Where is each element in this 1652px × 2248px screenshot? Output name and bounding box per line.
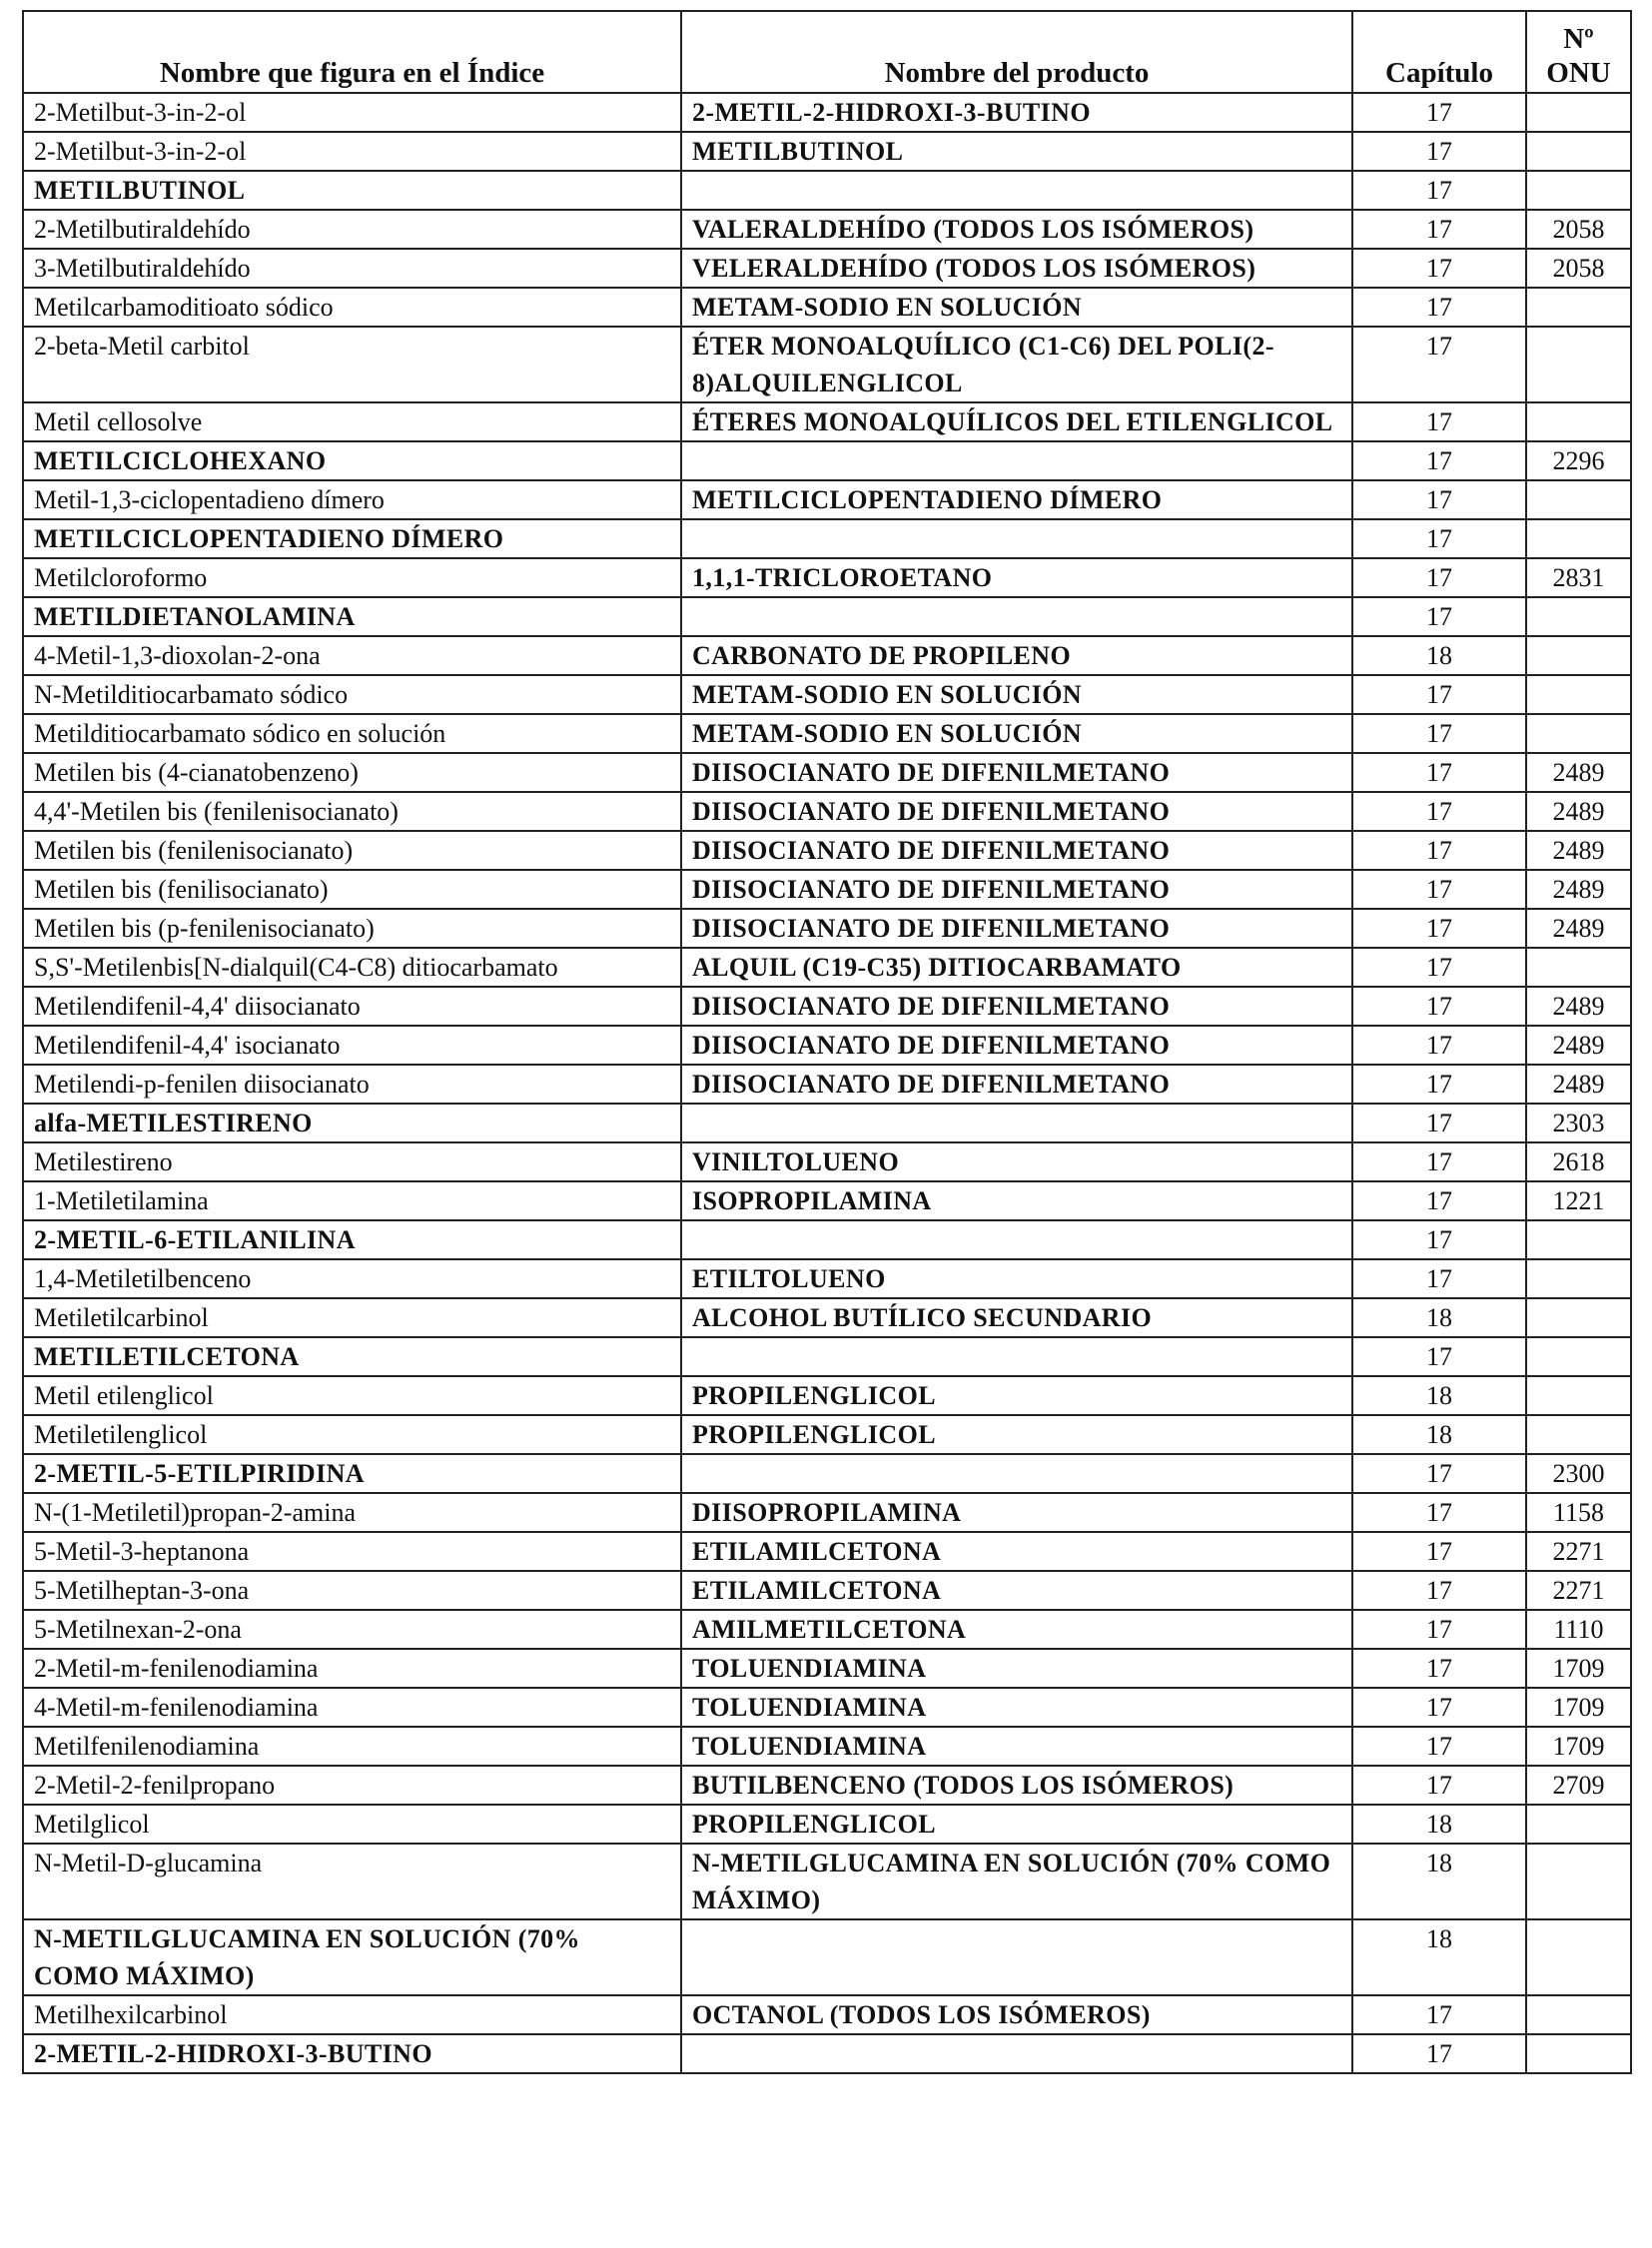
table-row bbox=[23, 1919, 1631, 1995]
index-name-cell: 2-METIL-5-ETILPIRIDINA bbox=[23, 1454, 681, 1493]
un-number-cell bbox=[1526, 1415, 1631, 1454]
chapter-cell: 17 bbox=[1352, 132, 1526, 171]
index-name-cell: N-Metil-D-glucamina bbox=[23, 1844, 681, 1919]
index-name-cell: 2-METIL-6-ETILANILINA bbox=[23, 1220, 681, 1259]
table-row bbox=[23, 1688, 1631, 1727]
product-name-cell bbox=[681, 441, 1352, 480]
chapter-cell: 17 bbox=[1352, 597, 1526, 636]
product-name-cell: TOLUENDIAMINA bbox=[681, 1688, 1352, 1727]
table-row bbox=[23, 1454, 1631, 1493]
table-row bbox=[23, 1493, 1631, 1532]
index-name-cell: N-METILGLUCAMINA EN SOLUCIÓN (70% COMO MÁXIMO) bbox=[23, 1919, 681, 1995]
un-number-cell bbox=[1526, 948, 1631, 987]
un-number-cell bbox=[1526, 1995, 1631, 2034]
un-number-cell: 2489 bbox=[1526, 1026, 1631, 1065]
index-name-cell: Metilglicol bbox=[23, 1805, 681, 1844]
un-number-cell bbox=[1526, 1220, 1631, 1259]
product-name-cell: ALQUIL (C19-C35) DITIOCARBAMATO bbox=[681, 948, 1352, 987]
chapter-cell: 18 bbox=[1352, 1844, 1526, 1919]
index-name-cell: 4,4'-Metilen bis (fenilenisocianato) bbox=[23, 792, 681, 831]
un-number-cell: 1158 bbox=[1526, 1493, 1631, 1532]
table-header bbox=[23, 11, 1631, 93]
chapter-cell: 17 bbox=[1352, 1026, 1526, 1065]
un-number-cell bbox=[1526, 675, 1631, 714]
table-row bbox=[23, 792, 1631, 831]
product-name-cell: PROPILENGLICOL bbox=[681, 1415, 1352, 1454]
index-name-cell: Metilfenilenodiamina bbox=[23, 1727, 681, 1766]
product-name-cell bbox=[681, 171, 1352, 210]
table-body bbox=[23, 93, 1631, 2073]
index-name-header bbox=[23, 11, 681, 93]
index-name-cell: METILBUTINOL bbox=[23, 171, 681, 210]
index-name-cell: 2-Metil-2-fenilpropano bbox=[23, 1766, 681, 1805]
chapter-cell: 17 bbox=[1352, 288, 1526, 327]
index-name-cell: Metil etilenglicol bbox=[23, 1376, 681, 1415]
chapter-cell: 18 bbox=[1352, 1919, 1526, 1995]
un-number-cell bbox=[1526, 1844, 1631, 1919]
table-row bbox=[23, 1805, 1631, 1844]
chapter-cell: 17 bbox=[1352, 1493, 1526, 1532]
un-number-cell: 2709 bbox=[1526, 1766, 1631, 1805]
product-name-cell: OCTANOL (TODOS LOS ISÓMEROS) bbox=[681, 1995, 1352, 2034]
index-name-cell: Metil cellosolve bbox=[23, 402, 681, 441]
index-name-cell: alfa-METILESTIRENO bbox=[23, 1104, 681, 1142]
product-name-cell bbox=[681, 519, 1352, 558]
index-name-cell: 2-Metil-m-fenilenodiamina bbox=[23, 1649, 681, 1688]
un-number-cell: 2300 bbox=[1526, 1454, 1631, 1493]
table-row bbox=[23, 288, 1631, 327]
chapter-cell: 17 bbox=[1352, 1337, 1526, 1376]
chapter-cell: 17 bbox=[1352, 909, 1526, 948]
product-name-cell: TOLUENDIAMINA bbox=[681, 1727, 1352, 1766]
chapter-cell: 17 bbox=[1352, 948, 1526, 987]
index-name-cell: 5-Metilheptan-3-ona bbox=[23, 1571, 681, 1610]
index-name-cell: N-(1-Metiletil)propan-2-amina bbox=[23, 1493, 681, 1532]
un-number-cell bbox=[1526, 1337, 1631, 1376]
table-row bbox=[23, 519, 1631, 558]
product-name-cell: ETILTOLUENO bbox=[681, 1259, 1352, 1298]
table-row bbox=[23, 1142, 1631, 1181]
index-name-cell: Metilcarbamoditioato sódico bbox=[23, 288, 681, 327]
product-name-header-label: Nombre del producto bbox=[884, 57, 1150, 89]
product-name-cell: METILCICLOPENTADIENO DÍMERO bbox=[681, 480, 1352, 519]
product-name-header bbox=[681, 11, 1352, 93]
index-name-cell: S,S'-Metilenbis[N-dialquil(C4-C8) ditiocarbamato bbox=[23, 948, 681, 987]
table-row bbox=[23, 1844, 1631, 1919]
un-number-cell: 1110 bbox=[1526, 1610, 1631, 1649]
index-name-cell: 1,4-Metiletilbenceno bbox=[23, 1259, 681, 1298]
un-number-cell bbox=[1526, 93, 1631, 132]
chapter-cell: 17 bbox=[1352, 1454, 1526, 1493]
chapter-cell: 17 bbox=[1352, 249, 1526, 288]
product-name-cell: DIISOCIANATO DE DIFENILMETANO bbox=[681, 909, 1352, 948]
index-name-cell: 4-Metil-m-fenilenodiamina bbox=[23, 1688, 681, 1727]
un-number-cell bbox=[1526, 1259, 1631, 1298]
un-number-cell bbox=[1526, 2034, 1631, 2073]
product-name-cell bbox=[681, 1919, 1352, 1995]
chapter-cell: 17 bbox=[1352, 1532, 1526, 1571]
chapter-cell: 17 bbox=[1352, 1142, 1526, 1181]
chapter-cell: 18 bbox=[1352, 1298, 1526, 1337]
un-number-cell bbox=[1526, 714, 1631, 753]
index-name-cell: 2-METIL-2-HIDROXI-3-BUTINO bbox=[23, 2034, 681, 2073]
product-name-cell: METAM-SODIO EN SOLUCIÓN bbox=[681, 675, 1352, 714]
un-number-cell: 2489 bbox=[1526, 831, 1631, 870]
product-name-cell: ÉTERES MONOALQUÍLICOS DEL ETILENGLICOL bbox=[681, 402, 1352, 441]
table-row bbox=[23, 831, 1631, 870]
chapter-cell: 17 bbox=[1352, 1995, 1526, 2034]
index-name-cell: Metiletilenglicol bbox=[23, 1415, 681, 1454]
table-row bbox=[23, 1259, 1631, 1298]
un-number-cell: 2271 bbox=[1526, 1532, 1631, 1571]
table-row bbox=[23, 714, 1631, 753]
table-row bbox=[23, 2034, 1631, 2073]
table-row bbox=[23, 1727, 1631, 1766]
chapter-cell: 17 bbox=[1352, 1104, 1526, 1142]
product-name-cell: VALERALDEHÍDO (TODOS LOS ISÓMEROS) bbox=[681, 210, 1352, 249]
table-row bbox=[23, 441, 1631, 480]
un-number-cell bbox=[1526, 1298, 1631, 1337]
index-name-cell: Metilditiocarbamato sódico en solución bbox=[23, 714, 681, 753]
un-number-cell bbox=[1526, 480, 1631, 519]
substance-index-sheet bbox=[22, 10, 1630, 2074]
table-row bbox=[23, 675, 1631, 714]
chapter-cell: 17 bbox=[1352, 558, 1526, 597]
chapter-cell: 17 bbox=[1352, 2034, 1526, 2073]
un-number-cell: 2489 bbox=[1526, 1065, 1631, 1104]
chapter-header-label: Capítulo bbox=[1385, 57, 1493, 89]
table-row bbox=[23, 1220, 1631, 1259]
product-name-cell: METAM-SODIO EN SOLUCIÓN bbox=[681, 714, 1352, 753]
index-name-cell: 2-Metilbutiraldehído bbox=[23, 210, 681, 249]
table-row bbox=[23, 93, 1631, 132]
un-number-cell: 2058 bbox=[1526, 249, 1631, 288]
index-name-cell: 1-Metiletilamina bbox=[23, 1181, 681, 1220]
index-name-cell: 3-Metilbutiraldehído bbox=[23, 249, 681, 288]
table-row bbox=[23, 1610, 1631, 1649]
index-name-cell: 2-Metilbut-3-in-2-ol bbox=[23, 93, 681, 132]
index-name-cell: N-Metilditiocarbamato sódico bbox=[23, 675, 681, 714]
chapter-cell: 17 bbox=[1352, 870, 1526, 909]
index-name-cell: Metilen bis (4-cianatobenzeno) bbox=[23, 753, 681, 792]
product-name-cell: VELERALDEHÍDO (TODOS LOS ISÓMEROS) bbox=[681, 249, 1352, 288]
chapter-cell: 17 bbox=[1352, 831, 1526, 870]
product-name-cell: VINILTOLUENO bbox=[681, 1142, 1352, 1181]
un-number-cell bbox=[1526, 519, 1631, 558]
product-name-cell: DIISOCIANATO DE DIFENILMETANO bbox=[681, 870, 1352, 909]
chapter-cell: 17 bbox=[1352, 792, 1526, 831]
index-name-header-label: Nombre que figura en el Índice bbox=[159, 57, 545, 89]
index-name-cell: METILCICLOPENTADIENO DÍMERO bbox=[23, 519, 681, 558]
index-name-cell: Metilen bis (fenilisocianato) bbox=[23, 870, 681, 909]
product-name-cell: ÉTER MONOALQUÍLICO (C1-C6) DEL POLI(2-8)ALQUILENGLICOL bbox=[681, 327, 1352, 402]
un-number-cell: 2296 bbox=[1526, 441, 1631, 480]
product-name-cell bbox=[681, 1337, 1352, 1376]
product-name-cell: DIISOCIANATO DE DIFENILMETANO bbox=[681, 831, 1352, 870]
product-name-cell: DIISOPROPILAMINA bbox=[681, 1493, 1352, 1532]
chapter-cell: 17 bbox=[1352, 1220, 1526, 1259]
index-name-cell: Metilendi-p-fenilen diisocianato bbox=[23, 1065, 681, 1104]
table-row bbox=[23, 1376, 1631, 1415]
index-name-cell: 5-Metilnexan-2-ona bbox=[23, 1610, 681, 1649]
index-name-cell: Metilestireno bbox=[23, 1142, 681, 1181]
index-name-cell: Metilhexilcarbinol bbox=[23, 1995, 681, 2034]
product-name-cell: ETILAMILCETONA bbox=[681, 1532, 1352, 1571]
table-row bbox=[23, 1298, 1631, 1337]
index-name-cell: 2-Metilbut-3-in-2-ol bbox=[23, 132, 681, 171]
table-row bbox=[23, 1571, 1631, 1610]
index-name-cell: METILCICLOHEXANO bbox=[23, 441, 681, 480]
table-row bbox=[23, 327, 1631, 402]
chapter-cell: 18 bbox=[1352, 1376, 1526, 1415]
product-name-cell: PROPILENGLICOL bbox=[681, 1805, 1352, 1844]
table-row bbox=[23, 1532, 1631, 1571]
chapter-cell: 17 bbox=[1352, 1181, 1526, 1220]
product-name-cell: DIISOCIANATO DE DIFENILMETANO bbox=[681, 1026, 1352, 1065]
un-number-cell: 2831 bbox=[1526, 558, 1631, 597]
un-number-header bbox=[1526, 11, 1631, 93]
index-name-cell: Metilendifenil-4,4' diisocianato bbox=[23, 987, 681, 1026]
chapter-cell: 17 bbox=[1352, 1727, 1526, 1766]
chapter-cell: 17 bbox=[1352, 714, 1526, 753]
chapter-header bbox=[1352, 11, 1526, 93]
table-row bbox=[23, 870, 1631, 909]
un-number-cell bbox=[1526, 327, 1631, 402]
un-number-cell: 2489 bbox=[1526, 753, 1631, 792]
un-number-cell bbox=[1526, 1376, 1631, 1415]
product-name-cell: ALCOHOL BUTÍLICO SECUNDARIO bbox=[681, 1298, 1352, 1337]
un-number-cell bbox=[1526, 636, 1631, 675]
un-number-cell: 1221 bbox=[1526, 1181, 1631, 1220]
index-name-cell: Metil-1,3-ciclopentadieno dímero bbox=[23, 480, 681, 519]
chapter-cell: 17 bbox=[1352, 1610, 1526, 1649]
index-name-cell: 5-Metil-3-heptanona bbox=[23, 1532, 681, 1571]
chapter-cell: 17 bbox=[1352, 1065, 1526, 1104]
index-name-cell: Metiletilcarbinol bbox=[23, 1298, 681, 1337]
un-number-cell bbox=[1526, 132, 1631, 171]
chapter-cell: 17 bbox=[1352, 519, 1526, 558]
index-name-cell: METILETILCETONA bbox=[23, 1337, 681, 1376]
product-name-cell: DIISOCIANATO DE DIFENILMETANO bbox=[681, 753, 1352, 792]
table-row bbox=[23, 1065, 1631, 1104]
chapter-cell: 17 bbox=[1352, 327, 1526, 402]
table-row bbox=[23, 132, 1631, 171]
chapter-cell: 18 bbox=[1352, 636, 1526, 675]
un-number-cell: 2271 bbox=[1526, 1571, 1631, 1610]
chapter-cell: 17 bbox=[1352, 1259, 1526, 1298]
product-name-cell: PROPILENGLICOL bbox=[681, 1376, 1352, 1415]
product-name-cell: ISOPROPILAMINA bbox=[681, 1181, 1352, 1220]
table-row bbox=[23, 402, 1631, 441]
product-name-cell: DIISOCIANATO DE DIFENILMETANO bbox=[681, 1065, 1352, 1104]
un-number-cell: 2303 bbox=[1526, 1104, 1631, 1142]
chapter-cell: 18 bbox=[1352, 1415, 1526, 1454]
chapter-cell: 17 bbox=[1352, 171, 1526, 210]
product-name-cell: BUTILBENCENO (TODOS LOS ISÓMEROS) bbox=[681, 1766, 1352, 1805]
chapter-cell: 17 bbox=[1352, 1766, 1526, 1805]
product-name-cell: METILBUTINOL bbox=[681, 132, 1352, 171]
product-name-cell: DIISOCIANATO DE DIFENILMETANO bbox=[681, 792, 1352, 831]
chapter-cell: 17 bbox=[1352, 1571, 1526, 1610]
table-row bbox=[23, 210, 1631, 249]
product-name-cell: CARBONATO DE PROPILENO bbox=[681, 636, 1352, 675]
table-row bbox=[23, 480, 1631, 519]
un-number-cell bbox=[1526, 1805, 1631, 1844]
chapter-cell: 17 bbox=[1352, 1688, 1526, 1727]
un-number-cell: 2489 bbox=[1526, 909, 1631, 948]
un-number-cell: 2058 bbox=[1526, 210, 1631, 249]
table-row bbox=[23, 249, 1631, 288]
index-name-cell: Metilen bis (fenilenisocianato) bbox=[23, 831, 681, 870]
chapter-cell: 17 bbox=[1352, 675, 1526, 714]
table-row bbox=[23, 1415, 1631, 1454]
table-row bbox=[23, 597, 1631, 636]
product-name-cell: DIISOCIANATO DE DIFENILMETANO bbox=[681, 987, 1352, 1026]
table-row bbox=[23, 753, 1631, 792]
table-row bbox=[23, 636, 1631, 675]
product-name-cell bbox=[681, 2034, 1352, 2073]
table-row bbox=[23, 1337, 1631, 1376]
product-name-cell bbox=[681, 597, 1352, 636]
table-row bbox=[23, 171, 1631, 210]
product-name-cell bbox=[681, 1104, 1352, 1142]
product-name-cell: METAM-SODIO EN SOLUCIÓN bbox=[681, 288, 1352, 327]
un-number-cell: 1709 bbox=[1526, 1688, 1631, 1727]
table-row bbox=[23, 558, 1631, 597]
chapter-cell: 17 bbox=[1352, 402, 1526, 441]
product-name-cell bbox=[681, 1220, 1352, 1259]
chapter-cell: 17 bbox=[1352, 480, 1526, 519]
un-number-cell: 1709 bbox=[1526, 1727, 1631, 1766]
chapter-cell: 17 bbox=[1352, 93, 1526, 132]
chapter-cell: 18 bbox=[1352, 1805, 1526, 1844]
chapter-cell: 17 bbox=[1352, 1649, 1526, 1688]
chapter-cell: 17 bbox=[1352, 210, 1526, 249]
index-name-cell: Metilcloroformo bbox=[23, 558, 681, 597]
table-row bbox=[23, 1995, 1631, 2034]
product-name-cell: 1,1,1-TRICLOROETANO bbox=[681, 558, 1352, 597]
un-number-cell: 1709 bbox=[1526, 1649, 1631, 1688]
table-row bbox=[23, 1766, 1631, 1805]
un-number-cell: 2618 bbox=[1526, 1142, 1631, 1181]
un-number-cell bbox=[1526, 171, 1631, 210]
un-number-cell: 2489 bbox=[1526, 870, 1631, 909]
index-name-cell: Metilen bis (p-fenilenisocianato) bbox=[23, 909, 681, 948]
table-row bbox=[23, 1104, 1631, 1142]
chapter-cell: 17 bbox=[1352, 441, 1526, 480]
un-number-cell bbox=[1526, 288, 1631, 327]
un-number-cell: 2489 bbox=[1526, 792, 1631, 831]
table-row bbox=[23, 948, 1631, 987]
un-number-cell bbox=[1526, 1919, 1631, 1995]
index-name-cell: 4-Metil-1,3-dioxolan-2-ona bbox=[23, 636, 681, 675]
table-row bbox=[23, 1649, 1631, 1688]
product-name-cell: 2-METIL-2-HIDROXI-3-BUTINO bbox=[681, 93, 1352, 132]
product-name-cell: ETILAMILCETONA bbox=[681, 1571, 1352, 1610]
table-row bbox=[23, 909, 1631, 948]
table-row bbox=[23, 1026, 1631, 1065]
index-name-cell: Metilendifenil-4,4' isocianato bbox=[23, 1026, 681, 1065]
product-name-cell bbox=[681, 1454, 1352, 1493]
un-number-cell bbox=[1526, 402, 1631, 441]
index-name-cell: METILDIETANOLAMINA bbox=[23, 597, 681, 636]
un-number-cell bbox=[1526, 597, 1631, 636]
table-row bbox=[23, 987, 1631, 1026]
index-name-cell: 2-beta-Metil carbitol bbox=[23, 327, 681, 402]
table-row bbox=[23, 1181, 1631, 1220]
product-name-cell: AMILMETILCETONA bbox=[681, 1610, 1352, 1649]
product-name-cell: N-METILGLUCAMINA EN SOLUCIÓN (70% COMO MÁXIMO) bbox=[681, 1844, 1352, 1919]
un-number-header-line1: Nº bbox=[1563, 23, 1594, 55]
chapter-cell: 17 bbox=[1352, 753, 1526, 792]
un-number-cell: 2489 bbox=[1526, 987, 1631, 1026]
product-name-cell: TOLUENDIAMINA bbox=[681, 1649, 1352, 1688]
chapter-cell: 17 bbox=[1352, 987, 1526, 1026]
un-number-header-line2: ONU bbox=[1546, 57, 1611, 89]
substance-index-table bbox=[22, 10, 1632, 2074]
